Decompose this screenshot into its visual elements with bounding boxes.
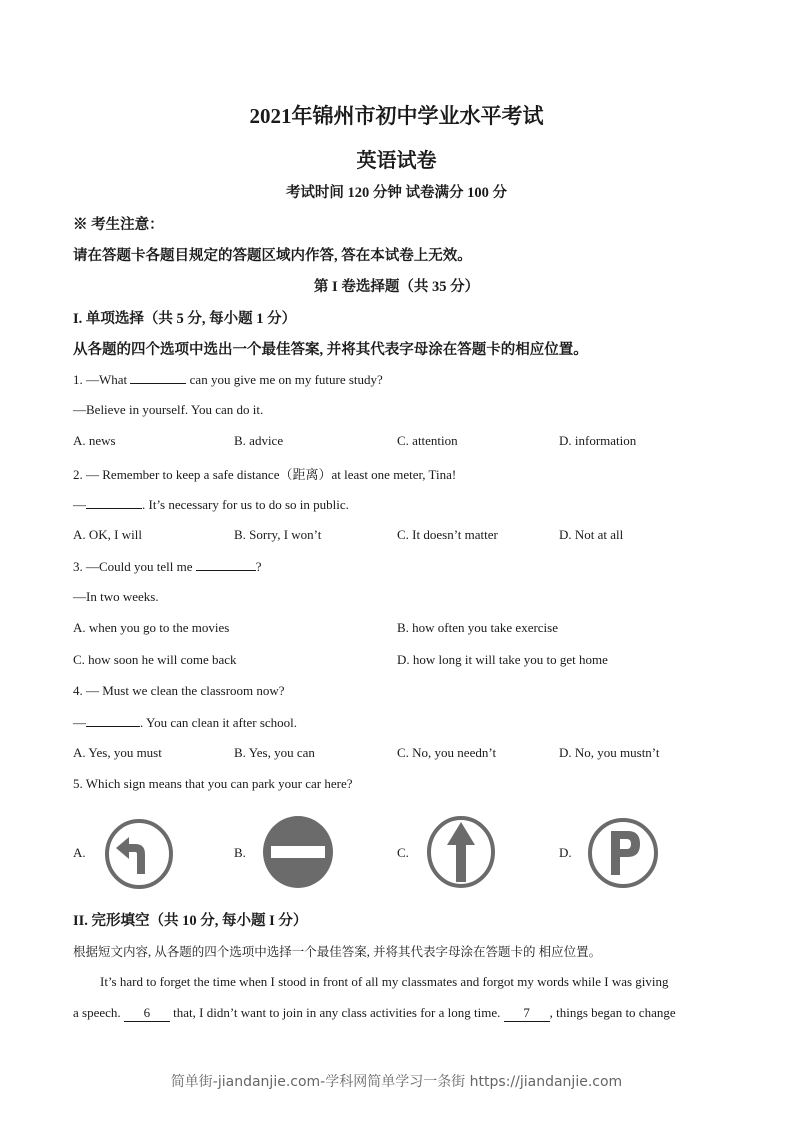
question-4-blank: [86, 714, 140, 727]
q1-option-d[interactable]: D. information: [559, 433, 637, 448]
straight-ahead-sign-icon[interactable]: [425, 815, 497, 889]
passage-text-a: a speech.: [73, 1005, 121, 1020]
passage-text-c: , things began to change: [549, 1005, 676, 1020]
question-2-blank: [86, 496, 142, 509]
question-1-reply: —Believe in yourself. You can do it.: [73, 402, 264, 417]
question-4-prompt: 4. — Must we clean the classroom now?: [73, 683, 285, 698]
question-3-reply: —In two weeks.: [73, 589, 159, 604]
q3-option-b[interactable]: B. how often you take exercise: [397, 620, 559, 635]
q3-option-a[interactable]: A. when you go to the movies: [73, 620, 230, 635]
question-3-prompt: [73, 558, 262, 575]
q3-option-d[interactable]: D. how long it will take you to get home: [397, 652, 608, 667]
q1-option-b[interactable]: B. advice: [234, 433, 284, 448]
passage-line-2: [73, 1005, 676, 1022]
q2-option-b[interactable]: B. Sorry, I won’t: [234, 527, 322, 542]
notice-heading: ※ 考生注意：: [73, 217, 164, 233]
q5-option-c[interactable]: C.: [397, 845, 409, 860]
q2-option-c[interactable]: C. It doesn’t matter: [397, 527, 498, 542]
q1-option-a[interactable]: A. news: [73, 433, 116, 448]
q5-option-b[interactable]: B.: [234, 845, 246, 860]
q5-option-d[interactable]: D.: [559, 845, 572, 860]
q1-option-c[interactable]: C. attention: [397, 433, 458, 448]
exam-title: 2021年锦州市初中学业水平考试: [249, 104, 544, 128]
question-3-post: ?: [255, 559, 262, 574]
section1-heading: I. 单项选择（共 5 分, 每小题 1 分）: [73, 311, 297, 327]
question-3-pre: 3. —Could you tell me: [73, 559, 193, 574]
footer-watermark: 简单街-jiandanjie.com-学科网简单学习一条街 https://jiandanjie.com: [170, 1074, 623, 1090]
blank-6[interactable]: 6: [124, 1005, 170, 1022]
q4-option-d[interactable]: D. No, you mustn’t: [559, 745, 660, 760]
notice-text: 请在答题卡各题目规定的答题区域内作答, 答在本试卷上无效。: [73, 248, 472, 264]
exam-subject: 英语试卷: [356, 150, 437, 172]
section1-instruction: 从各题的四个选项中选出一个最佳答案, 并将其代表字母涂在答题卡的相应位置。: [73, 342, 588, 358]
q2-option-a[interactable]: A. OK, I will: [73, 527, 142, 542]
question-1-prompt: [73, 371, 383, 388]
question-4-post: . You can clean it after school.: [140, 715, 298, 730]
question-1-pre: 1. —What: [73, 372, 128, 387]
q4-option-b[interactable]: B. Yes, you can: [234, 745, 315, 760]
section2-instruction: 根据短文内容, 从各题的四个选项中选择一个最佳答案, 并将其代表字母涂在答题卡的 相应位置。: [73, 945, 602, 959]
question-4-reply: [73, 714, 297, 731]
question-2-post: . It’s necessary for us to do so in public.: [142, 497, 349, 512]
parking-sign-icon[interactable]: [586, 817, 660, 889]
question-1-post: can you give me on my future study?: [189, 372, 383, 387]
passage-line-1: It’s hard to forget the time when I stood in front of all my classmates and forgot my words while I was giving: [100, 974, 669, 989]
question-4-dash: —: [73, 715, 86, 730]
part1-title: 第 I 卷选择题（共 35 分）: [313, 279, 480, 295]
q5-option-a[interactable]: A.: [73, 845, 86, 860]
question-2-dash: —: [73, 497, 86, 512]
exam-meta: 考试时间 120 分钟 试卷满分 100 分: [285, 185, 508, 201]
question-1-blank: [130, 371, 186, 384]
section2-heading: II. 完形填空（共 10 分, 每小题 I 分）: [73, 913, 308, 929]
q2-option-d[interactable]: D. Not at all: [559, 527, 624, 542]
passage-text-b: that, I didn’t want to join in any class activities for a long time.: [173, 1005, 501, 1020]
turn-left-sign-icon[interactable]: [103, 818, 175, 890]
q4-option-a[interactable]: A. Yes, you must: [73, 745, 162, 760]
q3-option-c[interactable]: C. how soon he will come back: [73, 652, 237, 667]
question-5-prompt: 5. Which sign means that you can park your car here?: [73, 776, 353, 791]
q4-option-c[interactable]: C. No, you needn’t: [397, 745, 497, 760]
question-2-prompt: 2. — Remember to keep a safe distance（距离）at least one meter, Tina!: [73, 467, 457, 482]
blank-7[interactable]: 7: [504, 1005, 550, 1022]
no-entry-sign-icon[interactable]: [262, 815, 334, 889]
question-2-reply: [73, 496, 349, 513]
question-3-blank: [196, 558, 256, 571]
